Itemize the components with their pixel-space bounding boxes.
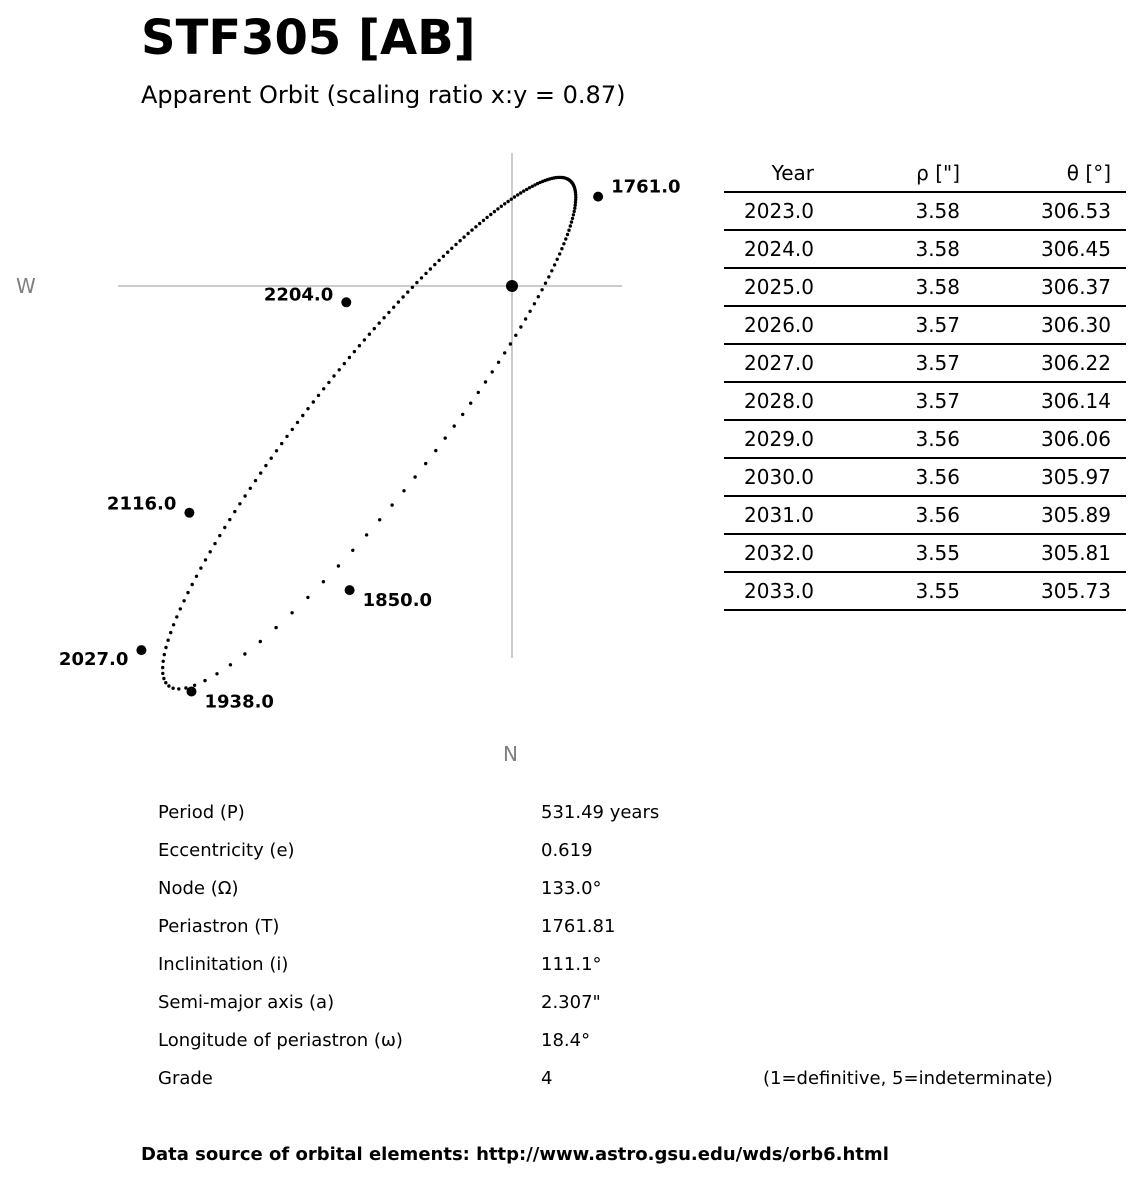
orbit-dot [259,471,262,474]
orbit-dot [327,381,330,384]
orbit-dot [179,607,182,610]
orbit-dot [524,317,527,320]
orbit-dot [218,534,221,537]
orbit-dot [442,255,445,258]
orbit-dot [229,663,232,666]
orbit-dot [560,247,563,250]
orbit-dot [177,687,180,690]
orbit-dot [312,400,315,403]
orbit-point-1850.0 [345,585,355,595]
cell-theta: 305.81 [975,534,1126,572]
orbit-dot [270,457,273,460]
cell-year: 2024.0 [724,230,829,268]
orbit-dot [564,237,567,240]
orbit-dot [478,222,481,225]
orbit-dot [203,679,206,682]
orbit-dot [469,402,472,405]
orbit-dot [558,252,561,255]
orbit-dot [547,275,550,278]
orbit-dot [556,258,559,261]
orbit-dot [402,489,405,492]
cell-rho: 3.57 [829,306,975,344]
orbit-dot [493,210,496,213]
orbit-dot [387,311,390,314]
cell-year: 2030.0 [724,458,829,496]
orbit-plot [0,130,720,780]
orbit-dot [348,356,351,359]
cell-year: 2027.0 [724,344,829,382]
cell-theta: 305.73 [975,572,1126,610]
orbit-dot [243,652,246,655]
orbit-dot [306,407,309,410]
orbit-point-label: 1761.0 [611,176,681,198]
orbit-dot [519,325,522,328]
orbit-dot [259,640,262,643]
orbit-dot [461,413,464,416]
orbit-point-label: 2027.0 [58,649,129,671]
orbit-dot [171,687,174,690]
cell-theta: 306.30 [975,306,1126,344]
orbit-dot [162,677,165,680]
orbit-dot [482,219,485,222]
orbit-dot [275,449,278,452]
orbit-dot [424,272,427,275]
orbit-dot [429,267,432,270]
orbit-dot [209,550,212,553]
orbit-dot [378,321,381,324]
element-row [158,832,1098,870]
orbit-dot [514,334,517,337]
orbit-dot [503,202,506,205]
orbit-dot [420,276,423,279]
north-label: N [503,742,518,766]
orbit-dot [166,639,169,642]
orbit-dot [306,596,309,599]
orbit-dot [280,442,283,445]
cell-theta: 305.89 [975,496,1126,534]
orbit-dot [462,235,465,238]
orbit-dot [510,198,513,201]
element-label: Period (P) [158,802,245,823]
element-value: 133.0° [541,878,602,899]
cell-theta: 306.53 [975,192,1126,230]
orbit-dot [570,220,573,223]
col-year: Year [724,155,829,192]
orbit-dot [574,204,577,207]
orbit-dot [506,200,509,203]
element-value: 4 [541,1068,553,1089]
cell-rho: 3.56 [829,496,975,534]
orbit-dot [489,213,492,216]
orbit-dot [571,217,574,220]
orbit-dot [497,361,500,364]
orbit-dot [164,646,167,649]
orbit-dot [566,233,569,236]
orbit-dot [450,247,453,250]
element-label: Semi-major axis (a) [158,992,335,1013]
element-row [158,1060,1098,1098]
orbit-dot [204,558,207,561]
orbit-dot [474,225,477,228]
orbit-dot [285,435,288,438]
orbit-dot [169,631,172,634]
orbit-dot [249,487,252,490]
orbit-dot [513,195,516,198]
orbit-point-label: 2116.0 [106,493,177,515]
orbit-dot [572,213,575,216]
orbit-dot [254,479,257,482]
orbit-dot [368,333,371,336]
orbit-dot [161,666,164,669]
orbit-dot [411,286,414,289]
orbit-dots [161,176,578,691]
cell-rho: 3.58 [829,268,975,306]
orbit-dot [453,424,456,427]
cell-rho: 3.55 [829,572,975,610]
orbit-dot [573,210,576,213]
orbit-dot [175,615,178,618]
table-row [724,192,1126,230]
cell-year: 2025.0 [724,268,829,306]
cell-theta: 305.97 [975,458,1126,496]
orbit-dot [164,681,167,684]
orbit-dot [413,475,416,478]
orbit-dot [466,232,469,235]
orbit-dot [446,251,449,254]
orbit-dot [437,259,440,262]
orbit-dot [195,575,198,578]
table-row [724,496,1126,534]
orbit-point-1938.0 [187,687,197,697]
orbit-dot [161,672,164,675]
element-label: Grade [158,1068,213,1089]
orbit-dot [301,414,304,417]
orbit-dot [470,228,473,231]
element-note: (1=definitive, 5=indeterminate) [763,1068,1053,1089]
element-value: 1761.81 [541,916,616,937]
orbit-dot [162,660,165,663]
orbit-point-label: 2204.0 [263,284,334,306]
orbit-dot [503,351,506,354]
cell-rho: 3.58 [829,230,975,268]
cell-year: 2026.0 [724,306,829,344]
cell-rho: 3.57 [829,382,975,420]
orbit-dot [424,462,427,465]
primary-star [506,280,518,292]
ephemeris-table [724,155,1126,611]
orbit-dot [491,370,494,373]
orbit-dot [172,623,175,626]
orbit-dot [191,583,194,586]
data-source: Data source of orbital elements: http://www.astro.gsu.edu/wds/orb6.html [141,1144,889,1165]
col-theta: θ [°] [975,155,1126,192]
orbit-dot [373,327,376,330]
orbit-dot [223,526,226,529]
orbit-dot [522,189,525,192]
cell-theta: 306.45 [975,230,1126,268]
orbit-dot [290,611,293,614]
table-row [724,230,1126,268]
element-value: 2.307" [541,992,601,1013]
orbit-dot [433,263,436,266]
orbit-dot [215,672,218,675]
page-title: STF305 [AB] [141,10,476,66]
orbit-dot [477,391,480,394]
element-label: Longitude of periastron (ω) [158,1030,403,1051]
orbit-dot [550,269,553,272]
orbit-dot [322,580,325,583]
table-row [724,420,1126,458]
orbit-point-label: 1938.0 [204,691,274,713]
orbit-dot [569,224,572,227]
element-value: 0.619 [541,840,593,861]
orbit-dot [567,229,570,232]
table-row [724,572,1126,610]
orbit-dot [186,591,189,594]
orbit-dot [401,295,404,298]
orbit-dot [332,374,335,377]
element-row [158,984,1098,1022]
orbit-dot [458,239,461,242]
orbit-dot [382,316,385,319]
orbit-dot [415,281,418,284]
table-row [724,382,1126,420]
table-row [724,344,1126,382]
orbit-dot [274,626,277,629]
orbit-dot [337,564,340,567]
orbit-dot [322,387,325,390]
orbit-dot [338,368,341,371]
orbit-dot [454,243,457,246]
orbit-dot [528,310,531,313]
orbit-point-2027.0 [136,645,146,655]
orbit-dot [363,338,366,341]
cell-theta: 306.14 [975,382,1126,420]
element-label: Inclinitation (i) [158,954,289,975]
page-subtitle: Apparent Orbit (scaling ratio x:y = 0.87) [141,81,626,109]
col-rho: ρ ["] [829,155,975,192]
orbit-dot [243,494,246,497]
orbit-dot [392,306,395,309]
orbit-dot [351,549,354,552]
cell-year: 2029.0 [724,420,829,458]
orbit-dot [509,342,512,345]
orbit-dot [537,295,540,298]
orbit-dot [213,542,216,545]
orbit-dot [291,428,294,431]
orbit-dot [444,436,447,439]
orbit-dot [500,205,503,208]
orbit-point-label: 1850.0 [362,590,433,612]
orbit-dot [365,533,368,536]
orbit-dot [406,290,409,293]
orbit-dot [485,216,488,219]
orbit-dot [353,350,356,353]
orbit-dot [562,242,565,245]
table-row [724,306,1126,344]
orbit-dot [434,449,437,452]
cell-year: 2033.0 [724,572,829,610]
table-row [724,268,1126,306]
orbit-dot [358,344,361,347]
cell-theta: 306.37 [975,268,1126,306]
orbit-point-2204.0 [341,297,351,307]
table-row [724,534,1126,572]
orbital-elements [158,794,1098,1098]
element-row [158,1022,1098,1060]
element-row [158,870,1098,908]
element-label: Node (Ω) [158,878,239,899]
orbit-dot [519,191,522,194]
element-label: Periastron (T) [158,916,280,937]
orbit-point-1761.0 [593,192,603,202]
cell-year: 2032.0 [724,534,829,572]
element-value: 18.4° [541,1030,591,1051]
orbit-dot [540,288,543,291]
orbit-dot [228,518,231,521]
cell-rho: 3.57 [829,344,975,382]
cell-year: 2028.0 [724,382,829,420]
orbit-dot [317,394,320,397]
labeled-points [59,177,681,713]
cell-rho: 3.56 [829,458,975,496]
orbit-dot [167,684,170,687]
cell-rho: 3.55 [829,534,975,572]
orbit-dot [233,510,236,513]
orbit-dot [238,502,241,505]
orbit-dot [296,421,299,424]
cell-rho: 3.56 [829,420,975,458]
element-row [158,908,1098,946]
orbit-dot [182,599,185,602]
cell-year: 2031.0 [724,496,829,534]
orbit-dot [378,518,381,521]
element-value: 531.49 years [541,802,660,823]
orbit-dot [484,380,487,383]
orbit-dot [199,566,202,569]
element-label: Eccentricity (e) [158,840,295,861]
orbit-dot [264,464,267,467]
orbit-dot [553,263,556,266]
orbit-dot [544,282,547,285]
orbit-dot [397,300,400,303]
orbit-dot [496,207,499,210]
orbit-dot [343,362,346,365]
ephemeris-header-row [724,155,1126,192]
element-value: 111.1° [541,954,602,975]
cell-theta: 306.06 [975,420,1126,458]
orbit-dot [193,684,196,687]
table-row [724,458,1126,496]
orbit-dot [390,503,393,506]
orbit-dot [516,193,519,196]
west-label: W [16,274,36,298]
element-row [158,794,1098,832]
orbit-dot [533,302,536,305]
orbit-point-2116.0 [184,508,194,518]
cell-theta: 306.22 [975,344,1126,382]
element-row [158,946,1098,984]
orbit-dot [573,207,576,210]
cell-year: 2023.0 [724,192,829,230]
cell-rho: 3.58 [829,192,975,230]
orbit-dot [163,653,166,656]
